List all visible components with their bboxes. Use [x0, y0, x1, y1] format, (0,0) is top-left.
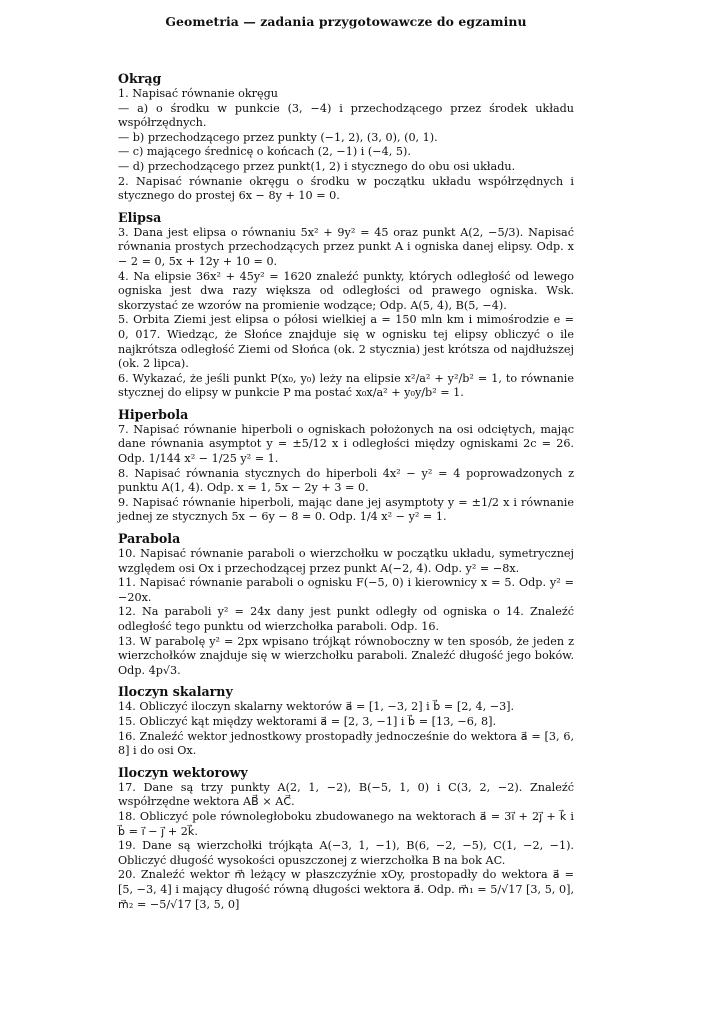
- problem-20: 20. Znaleźć wektor m⃗ leżący w płaszczyźnie xOy, prostopadły do wektora a⃗ = [5, −3, 4] i mający długość równą długości wektora a⃗. Odp. m⃗₁ = 5/√17 [3, 5, 0], m⃗₂ = −5/√17 [3, 5, 0]: [118, 868, 574, 911]
- problem-18: 18. Obliczyć pole równoległoboku zbudowanego na wektorach a⃗ = 3i⃗ + 2j⃗ + k⃗ i b⃗ = i⃗ − j⃗ + 2k⃗.: [118, 809, 574, 838]
- section-heading: Iloczyn wektorowy: [118, 764, 248, 780]
- section-iloczyn-wektorowy: [118, 765, 574, 912]
- problem-9: 9. Napisać równanie hiperboli, mając dane jej asymptoty y = ±1/2 x i równanie jednej ze stycznych 5x − 6y − 8 = 0. Odp. 1/4 x² − y² = 1.: [118, 495, 574, 524]
- problem-8: 8. Napisać równania stycznych do hiperboli 4x² − y² = 4 poprowadzonych z punktu A(1, 4). Odp. x = 1, 5x − 2y + 3 = 0.: [118, 466, 574, 495]
- problem-12: 12. Na paraboli y² = 24x dany jest punkt odległy od ogniska o 14. Znaleźć odległość tego punktu od wierzchołka paraboli. Odp. 16.: [118, 605, 574, 633]
- problem-19: 19. Dane są wierzchołki trójkąta A(−3, 1, −1), B(6, −2, −5), C(1, −2, −1). Obliczyć długość wysokości opuszczonej z wierzchołka B na bok AC.: [118, 839, 574, 867]
- problem-14: 14. Obliczyć iloczyn skalarny wektorów a⃗ = [1, −3, 2] i b⃗ = [2, 4, −3].: [118, 700, 515, 714]
- problem-1b: — b) przechodzącego przez punkty (−1, 2), (3, 0), (0, 1).: [118, 130, 438, 144]
- problem-1: 1. Napisać równanie okręgu: [118, 87, 279, 100]
- section-elipsa: [118, 210, 574, 401]
- section-heading: Parabola: [118, 531, 181, 547]
- section-heading: Iloczyn skalarny: [118, 684, 233, 700]
- section-hiperbola: [118, 407, 574, 525]
- section-heading: Okrąg: [118, 71, 162, 86]
- problem-7: 7. Napisać równanie hiperboli o ogniskach położonych na osi odciętych, mając dane równania asymptot y = ±5/12 x i odległości między ogniskami 2c = 26. Odp. 1/144 x² − 1/25 y² = 1.: [118, 422, 574, 466]
- problem-10: 10. Napisać równanie paraboli o wierzchołku w początku układu, symetrycznej względem osi Ox i przechodzącej przez punkt A(−2, 4). Odp. y² = −8x.: [118, 547, 574, 575]
- problem-3: 3. Dana jest elipsa o równaniu 5x² + 9y² = 45 oraz punkt A(2, −5/3). Napisać równania prostych przechodzących przez punkt A i ogniska danej elipsy. Odp. x − 2 = 0, 5x + 12y + 10 = 0.: [118, 225, 574, 268]
- problem-13: 13. W parabolę y² = 2px wpisano trójkąt równoboczny w ten sposób, że jeden z wierzchołków znajduje się w wierzchołku paraboli. Znaleźć długość jego boków. Odp. 4p√3.: [118, 634, 574, 677]
- problem-1a: — a) o środku w punkcie (3, −4) i przechodzącego przez środek układu współrzędnych.: [118, 101, 574, 130]
- problem-17: 17. Dane są trzy punkty A(2, 1, −2), B(−5, 1, 0) i C(3, 2, −2). Znaleźć współrzędne wektora AB⃗ × AC⃗.: [118, 780, 574, 809]
- problem-15: 15. Obliczyć kąt między wektorami a⃗ = [2, 3, −1] i b⃗ = [13, −6, 8].: [118, 714, 497, 728]
- problem-2: 2. Napisać równanie okręgu o środku w początku układu współrzędnych i stycznego do prostej 6x − 8y + 10 = 0.: [118, 174, 574, 203]
- document-title: Geometria — zadania przygotowawcze do egzaminu: [165, 14, 527, 29]
- problem-6: 6. Wykazać, że jeśli punkt P(x₀, y₀) leży na elipsie x²/a² + y²/b² = 1, to równanie stycznej do elipsy w punkcie P ma postać x₀x/a² + y₀y/b² = 1.: [118, 371, 574, 400]
- problem-16: 16. Znaleźć wektor jednostkowy prostopadły jednocześnie do wektora a⃗ = [3, 6, 8] i do osi Ox.: [118, 729, 574, 758]
- section-heading: Hiperbola: [118, 406, 189, 422]
- section-parabola: [118, 531, 574, 678]
- section-okrag: [118, 71, 574, 204]
- section-heading: Elipsa: [118, 209, 162, 225]
- problem-11: 11. Napisać równanie paraboli o ognisku F(−5, 0) i kierownicy x = 5. Odp. y² = −20x.: [118, 576, 574, 604]
- document-page: [118, 14, 574, 918]
- section-iloczyn-skalarny: [118, 684, 574, 758]
- problem-1c: — c) mającego średnicę o końcach (2, −1) i (−4, 5).: [118, 145, 411, 159]
- problem-5: 5. Orbita Ziemi jest elipsa o półosi wielkiej a = 150 mln km i mimośrodzie e = 0, 017. Wiedząc, że Słońce znajduje się w ognisku tej elipsy obliczyć o ile najkrótsza odległość Ziemi od Słońca (ok. 2 stycznia) jest krótsza od najdłuższej (ok. 2 lipca).: [118, 313, 574, 371]
- problem-4: 4. Na elipsie 36x² + 45y² = 1620 znaleźć punkty, których odległość od lewego ogniska jest dwa razy większa od odległości od prawego ogniska. Wsk. skorzystać ze wzorów na promienie wodzące; Odp. A(5, 4), B(5, −4).: [118, 269, 574, 312]
- problem-1d: — d) przechodzącego przez punkt(1, 2) i stycznego do obu osi układu.: [118, 159, 516, 173]
